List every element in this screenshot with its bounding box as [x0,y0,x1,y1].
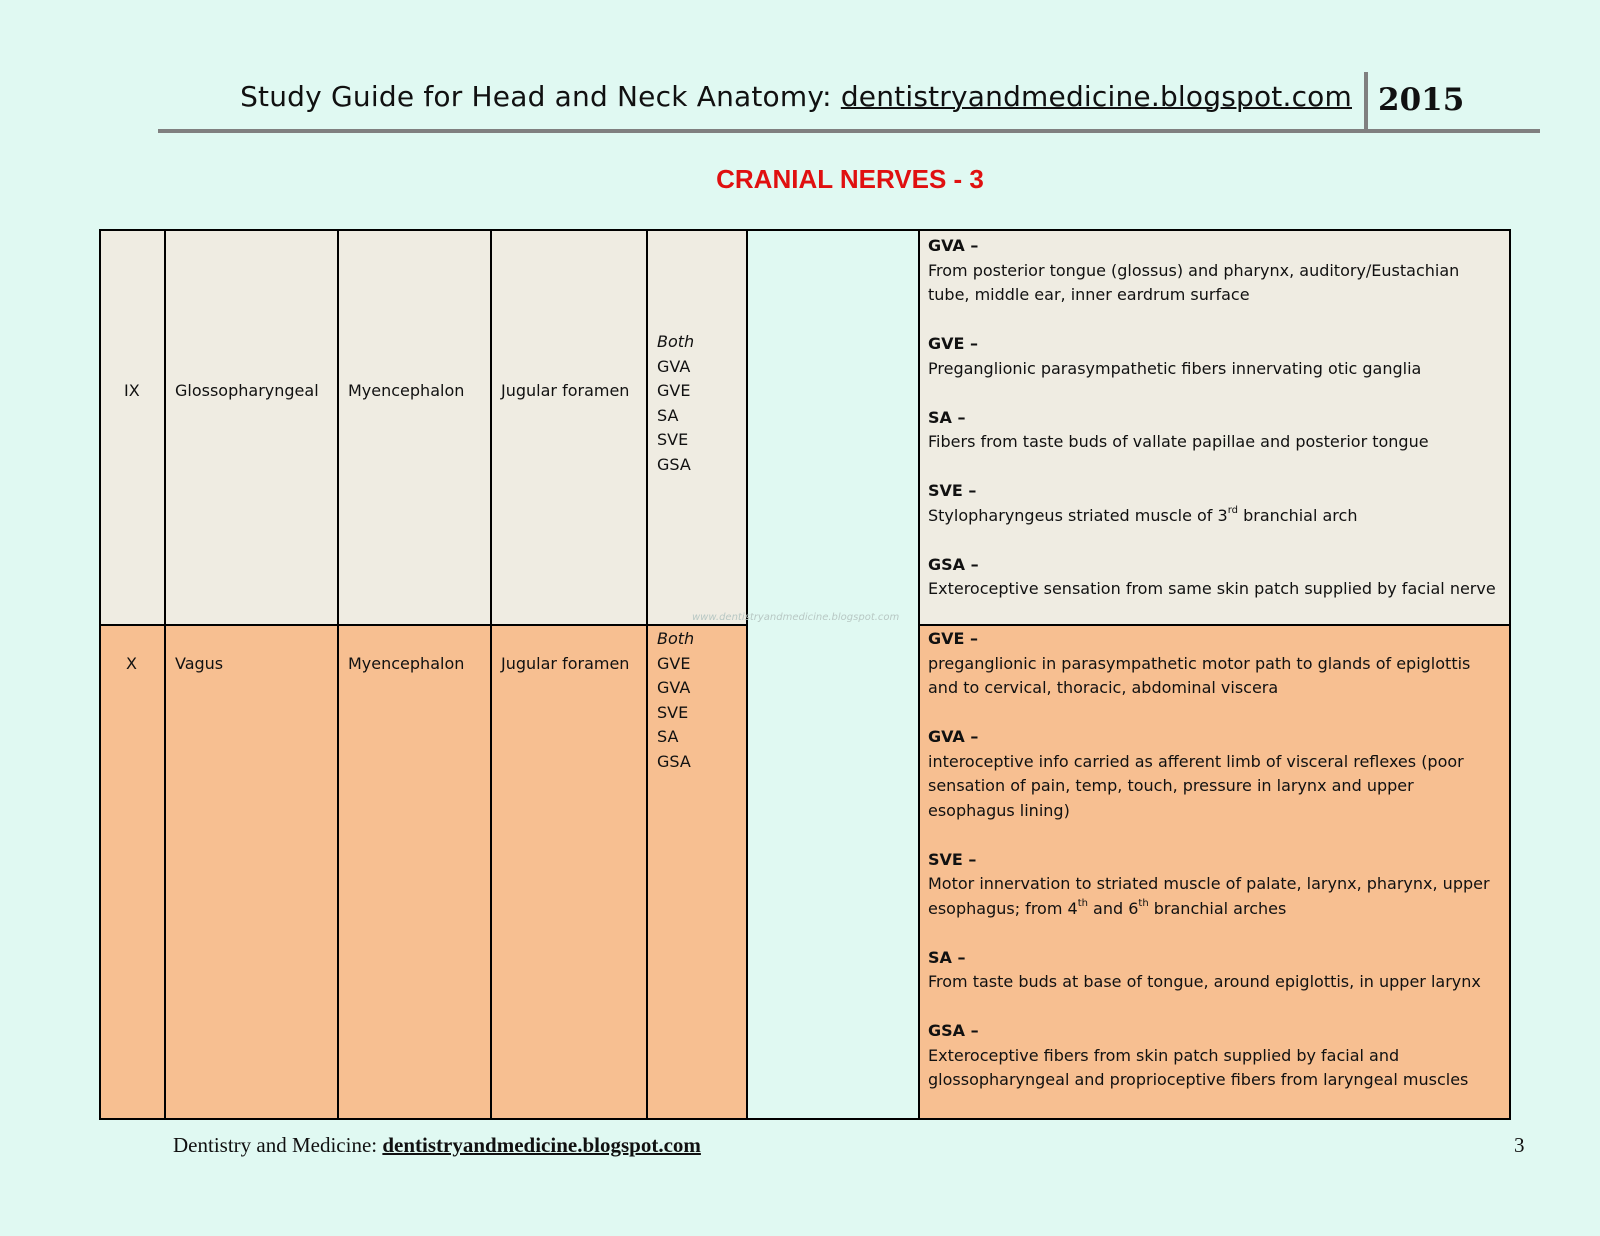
header-title [240,80,1352,113]
watermark: www.dentistryandmedicine.blogspot.com [692,612,900,623]
nerve-description [919,234,1511,626]
fiber-types-label: Both [657,629,695,648]
nerve-exit: Jugular foramen [501,654,630,673]
footer-prefix: Dentistry and Medicine: [173,1133,383,1157]
fiber-type: GVA [657,678,691,697]
fiber-type: SVE [657,702,689,722]
fiber-type: GVA [657,356,691,376]
col-divider [337,229,339,1120]
fiber-type: SA [657,727,679,746]
nerve-name: Glossopharyngeal [175,381,319,400]
page-title: CRANIAL NERVES - 3 [716,164,984,194]
description-entry: GVE – preganglionic in parasympathetic motor path to glands of epiglottis and to cervical, thoracic, abdominal viscera [928,629,1471,697]
description-entry: SVE – Motor innervation to striated muscle of palate, larynx, pharynx, upper esophagus; from 4th and 6th branchial arches [928,849,1490,918]
row-divider-left [99,624,747,626]
col-divider [164,229,166,1120]
footer-site-link[interactable]: dentistryandmedicine.blogspot.com [382,1133,701,1157]
description-entry: GSA – Exteroceptive fibers from skin patch supplied by facial and glossopharyngeal and proprioceptive fibers from laryngeal muscles [928,1021,1469,1089]
header-divider [1364,72,1368,132]
header-site-link[interactable]: dentistryandmedicine.blogspot.com [840,80,1352,113]
nerve-fiber-types [647,330,694,477]
description-entry: SVE – Stylopharyngeus striated muscle of 3rd branchial arch [928,481,1358,525]
fiber-type: SA [657,405,679,425]
description-entry: SA – Fibers from taste buds of vallate papillae and posterior tongue [928,407,1429,451]
description-entry: GVA – interoceptive info carried as afferent limb of visceral reflexes (poor sensation of pain, temp, touch, pressure in larynx and upper esophagus lining) [928,727,1464,820]
description-entry: SA – From taste buds at base of tongue, around epiglottis, in upper larynx [928,947,1481,991]
description-entry: GSA – Exteroceptive sensation from same skin patch supplied by facial nerve [928,554,1496,598]
nerve-number: IX [124,381,140,400]
fiber-type: SVE [657,430,689,449]
description-entry: GVA – From posterior tongue (glossus) and pharynx, auditory/Eustachian tube, middle ear, inner eardrum surface [928,236,1460,304]
nerve-exit: Jugular foramen [501,381,630,400]
page-number: 3 [1514,1133,1525,1157]
header-year: 2015 [1378,82,1465,118]
nerve-origin: Myencephalon [348,654,465,673]
nerve-origin: Myencephalon [348,381,465,400]
header-rule [158,129,1540,133]
fiber-type: GVE [657,653,691,673]
footer [173,1133,701,1158]
nerve-name: Vagus [175,654,224,673]
fiber-type: GSA [657,751,691,771]
fiber-type: GVE [657,381,691,400]
nerve-number: X [126,654,137,673]
header-title-prefix: Study Guide for Head and Neck Anatomy: [240,80,841,113]
fiber-types-label: Both [657,332,695,351]
nerve-description [919,627,1511,1093]
description-entry: GVE – Preganglionic parasympathetic fibers innervating otic ganglia [928,334,1422,378]
fiber-type: GSA [657,454,691,474]
col-divider [490,229,492,1120]
col-divider [746,229,748,1120]
nerve-fiber-types [647,627,694,774]
